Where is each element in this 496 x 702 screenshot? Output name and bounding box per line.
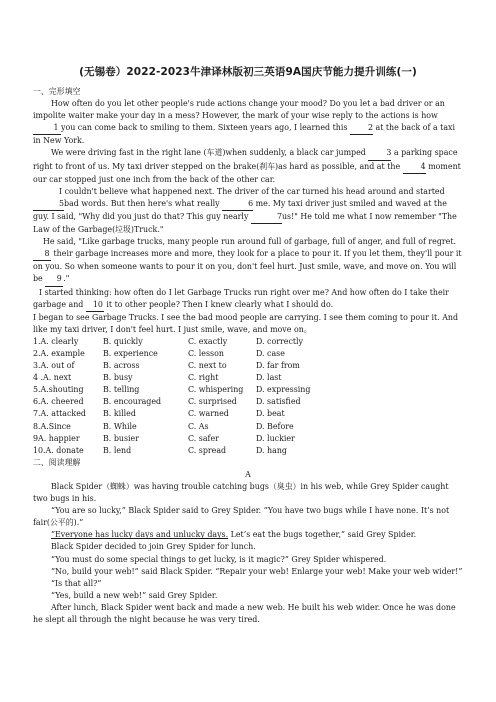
option: 2.A. example xyxy=(33,348,85,358)
document-body xyxy=(33,86,463,626)
text: I couldn't believe what happened next. The driver of the car turned his head around and started xyxy=(59,186,445,196)
reading-paragraph: “No, build your web!” said Black Spider. “Repair your web! Enlarge your web! Make your web wider!” xyxy=(51,566,463,576)
text: I started thinking: how often do I let Garbage Trucks run right over me? And how often do I take their garbage and xyxy=(33,287,449,309)
option: B. lend xyxy=(103,445,132,455)
text: He said, "Like garbage trucks, many people run around full of garbage, full of anger, and full of regret. xyxy=(43,237,457,247)
section-heading-cloze: 一、完形填空 xyxy=(33,87,81,96)
underlined-sentence: ”Everyone has lucky days and unlucky days. xyxy=(51,530,229,540)
option: D. last xyxy=(256,373,282,383)
option: 10.A. donate xyxy=(33,445,84,455)
option: D. correctly xyxy=(256,336,304,346)
option: 1.A. clearly xyxy=(33,336,79,346)
option: D. far from xyxy=(256,361,300,371)
option: 5.A.shouting xyxy=(33,385,84,395)
option: C. exactly xyxy=(188,336,228,346)
option: B. busier xyxy=(103,433,139,443)
option: C. right xyxy=(188,373,219,383)
reading-paragraph: “Yes, build a new web!” said Grey Spider. xyxy=(51,590,218,600)
option: B. telling xyxy=(103,385,140,395)
option: C. surprised xyxy=(188,397,237,407)
text: you can come back to smiling to them. Sixteen years ago, I learned this xyxy=(61,123,348,133)
text: me. My taxi driver just smiled and waved at the guy. I said, "Why did you just do that? This guy nearly xyxy=(33,198,447,221)
paragraph-4 xyxy=(33,236,463,286)
option: D. case xyxy=(256,348,285,358)
options-table xyxy=(33,336,463,457)
option: B. encouraged xyxy=(103,397,162,407)
text: it to other people? Then I knew clearly what I should do. xyxy=(106,299,334,309)
option: 7.A. attacked xyxy=(33,409,86,419)
text: at the back of a taxi in New York. xyxy=(33,123,456,146)
text: We were driving fast in the right lane (车道)when suddenly, a black car jumped xyxy=(51,148,366,158)
reading-paragraph: After lunch, Black Spider went back and made a new web. He built his web wider. Once he was done he slept all through the night because he was very tired. xyxy=(33,602,456,625)
blank-1: 1 xyxy=(33,122,61,135)
option: B. killed xyxy=(103,409,136,419)
option: D. hang xyxy=(256,445,287,455)
option: 9A. happier xyxy=(33,433,80,443)
blank-4: 4 xyxy=(403,161,426,174)
reading-paragraph: Black Spider decided to join Grey Spider for lunch. xyxy=(51,542,256,552)
section-heading-reading: 二、阅读理解 xyxy=(33,457,81,467)
paragraph-5 xyxy=(33,287,463,312)
blank-9: 9 xyxy=(45,273,63,286)
reading-paragraph: “You are so lucky,” Black Spider said to Grey Spider. “You have two bugs while I have none. It’s not fair(公平的).” xyxy=(33,506,450,528)
text: their garbage increases more and more, they look for a place to pour it. If you let them, they'll pour it on you. So when someone wants to pour it on you, don't feel hurt. Just smile, wave, and move on. You will be xyxy=(33,249,462,284)
option: C. safer xyxy=(188,433,219,443)
text: moment our car stopped just one inch from the back of the other car. xyxy=(33,161,461,184)
blank-10: 10 xyxy=(86,299,104,312)
option: C. next to xyxy=(188,361,227,371)
reading-paragraph: Black Spider（蜘蛛）was having trouble catching bugs（臭虫）in his web, while Grey Spider caught two bugs in his. xyxy=(33,482,449,504)
text: a parking space right to front of us. My taxi driver stepped on the brake(刹车)as hard as possible, and at the xyxy=(33,148,458,171)
option: D. Before xyxy=(256,421,294,431)
option: D. beat xyxy=(256,409,285,419)
option: C. warned xyxy=(188,409,229,419)
option: C. whispering xyxy=(188,385,244,395)
blank-8: 8 xyxy=(33,248,51,261)
option: 4 .A. next xyxy=(33,373,72,383)
text: How often do you let other people's rude actions change your mood? Do you let a bad driver or an impolite waiter make your day in a mess? However, the mark of your wise reply to the actions is how xyxy=(33,99,445,121)
blank-7: 7 xyxy=(251,211,282,224)
text: ." xyxy=(63,274,70,284)
blank-3: 3 xyxy=(368,147,391,160)
reading-paragraph xyxy=(33,529,463,541)
option: D. expressing xyxy=(256,385,311,395)
blank-6: 6 xyxy=(222,198,253,211)
option: D. satisfied xyxy=(256,397,301,407)
paragraph-1 xyxy=(33,98,463,147)
paragraph-2 xyxy=(33,147,463,185)
reading-paragraph: “Is that all?” xyxy=(51,578,102,588)
passage-label: A xyxy=(245,469,251,479)
page-title: (无锡卷）2022-2023牛津译林版初三英语9A国庆节能力提升训练(一) xyxy=(79,66,417,78)
option: 6.A. cheered xyxy=(33,397,84,407)
option: C. lesson xyxy=(188,348,224,358)
text: bad words. But then here's what really xyxy=(64,198,220,208)
option: C. spread xyxy=(188,445,227,455)
text: us!" He told me what I now remember "The Law of the Garbage(垃圾)Truck." xyxy=(33,211,457,235)
option: B. quickly xyxy=(103,336,143,346)
option: B. experience xyxy=(103,348,158,358)
option: C. As xyxy=(188,421,209,431)
option: B. across xyxy=(103,361,140,371)
paragraph-3 xyxy=(33,186,463,236)
blank-5: 5 xyxy=(33,198,64,211)
option: 8.A.Since xyxy=(33,421,71,431)
option: 3.A. out of xyxy=(33,361,75,371)
reading-paragraph: “You must do some special things to get lucky, is it magic?” Grey Spider whispered. xyxy=(51,554,387,564)
option: B. busy xyxy=(103,373,133,383)
blank-2: 2 xyxy=(350,122,373,135)
paragraph-6: I began to see Garbage Trucks. I see the bad mood people are carrying. I see them coming to pour it. And like my taxi driver, I don't feel hurt. I just smile, wave, and move on。 xyxy=(33,312,459,334)
option: B. While xyxy=(103,421,137,431)
option: D. luckier xyxy=(256,433,295,443)
text: Let’s eat the bugs together,” said Grey Spider. xyxy=(228,530,417,540)
